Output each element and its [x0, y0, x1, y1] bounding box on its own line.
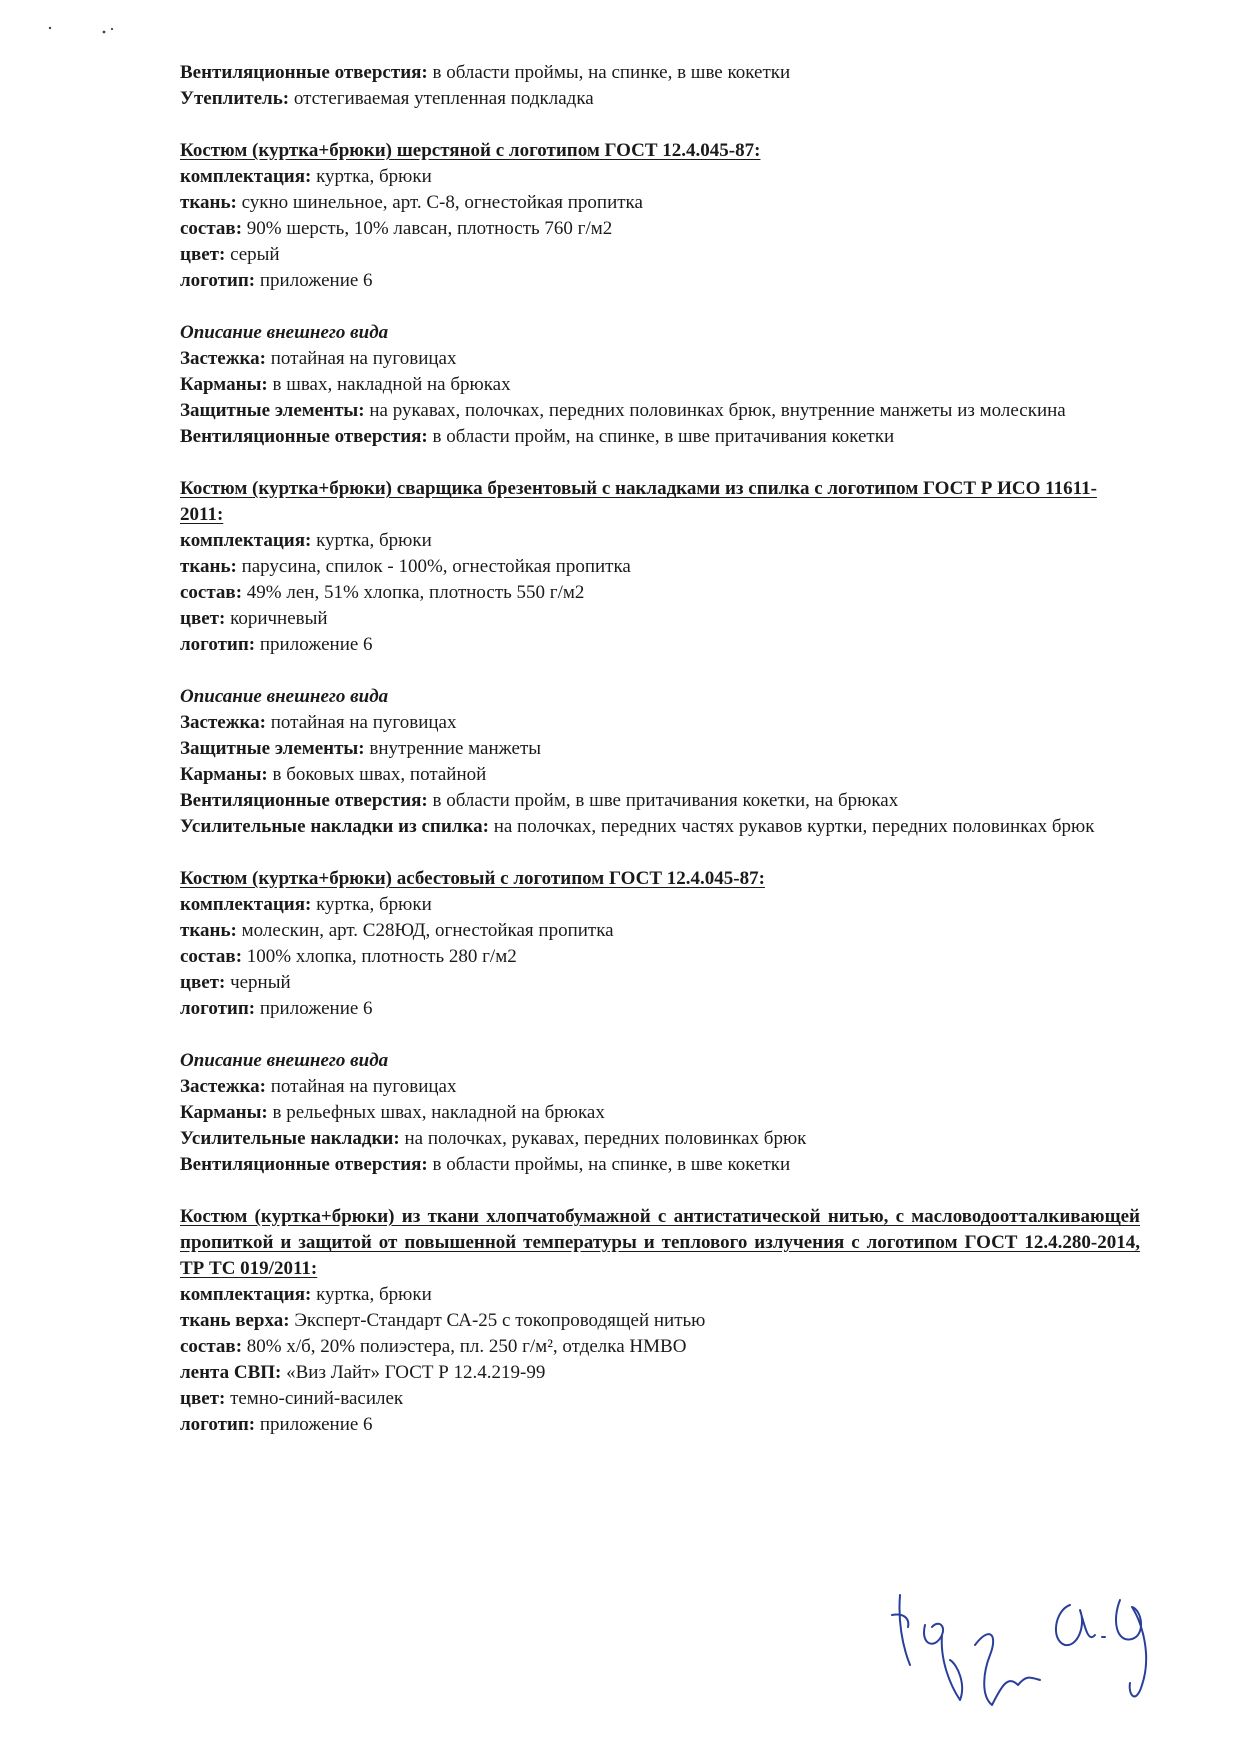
- spec-label: цвет:: [180, 972, 226, 993]
- spec-label: логотип:: [180, 270, 256, 291]
- handwritten-signatures: [880, 1565, 1210, 1715]
- spec-line: [180, 944, 1140, 970]
- spec-label: состав:: [180, 946, 243, 967]
- spec-label: логотип:: [180, 998, 256, 1019]
- document-page: [180, 60, 1140, 1438]
- description-title: Описание внешнего вида: [180, 1050, 389, 1071]
- spec-line: [180, 554, 1140, 580]
- spec-line: [180, 190, 1140, 216]
- spec-value: серый: [225, 244, 280, 265]
- spec-value: приложение 6: [255, 634, 373, 655]
- desc-label: Вентиляционные отверстия:: [180, 1154, 428, 1175]
- desc-value: на полочках, передних частях рукавов куртки, передних половинках брюк: [488, 816, 1095, 837]
- desc-line: [180, 814, 1140, 840]
- spec-line: [180, 216, 1140, 242]
- spec-label: Утеплитель:: [180, 88, 290, 109]
- spec-value: «Виз Лайт» ГОСТ Р 12.4.219-99: [281, 1362, 546, 1383]
- description-title: Описание внешнего вида: [180, 686, 389, 707]
- spec-line: [180, 242, 1140, 268]
- desc-value: на рукавах, полочках, передних половинках брюк, внутренние манжеты из молескина: [364, 400, 1066, 421]
- desc-line: [180, 398, 1140, 424]
- spec-label: комплектация:: [180, 530, 312, 551]
- product-section: [180, 138, 1140, 294]
- desc-value: в боковых швах, потайной: [267, 764, 487, 785]
- product-section: [180, 1204, 1140, 1438]
- desc-line: [180, 1074, 1140, 1100]
- spec-label: логотип:: [180, 634, 256, 655]
- spec-value: парусина, спилок - 100%, огнестойкая пропитка: [236, 556, 631, 577]
- desc-label: Застежка:: [180, 348, 266, 369]
- desc-line: [180, 762, 1140, 788]
- spec-label: лента СВП:: [180, 1362, 282, 1383]
- spec-line: [180, 892, 1140, 918]
- spec-label: комплектация:: [180, 166, 312, 187]
- desc-line: [180, 372, 1140, 398]
- spec-label: комплектация:: [180, 1284, 312, 1305]
- spec-label: логотип:: [180, 1414, 256, 1435]
- spec-label: цвет:: [180, 1388, 226, 1409]
- desc-value: потайная на пуговицах: [266, 1076, 457, 1097]
- desc-line: [180, 736, 1140, 762]
- desc-label: Застежка:: [180, 1076, 266, 1097]
- product-heading: Костюм (куртка+брюки) сварщика брезентовый с накладками из спилка с логотипом ГОСТ Р ИСО 11611-2011:: [180, 478, 1097, 525]
- spec-value: 90% шерсть, 10% лавсан, плотность 760 г/м2: [242, 218, 613, 239]
- desc-label: Усилительные накладки:: [180, 1128, 400, 1149]
- spec-value: приложение 6: [255, 270, 373, 291]
- spec-value: 100% хлопка, плотность 280 г/м2: [242, 946, 517, 967]
- desc-line: [180, 1152, 1140, 1178]
- desc-label: Карманы:: [180, 374, 268, 395]
- spec-value: куртка, брюки: [311, 530, 432, 551]
- desc-value: потайная на пуговицах: [266, 348, 457, 369]
- spec-value: сукно шинельное, арт. С-8, огнестойкая пропитка: [236, 192, 643, 213]
- spec-line: [180, 1308, 1140, 1334]
- desc-line: [180, 424, 1140, 450]
- product-section: [180, 476, 1140, 658]
- description-title: Описание внешнего вида: [180, 322, 389, 343]
- spec-label: состав:: [180, 218, 243, 239]
- spec-value: куртка, брюки: [311, 894, 432, 915]
- desc-line: [180, 710, 1140, 736]
- spec-label: состав:: [180, 1336, 243, 1357]
- spec-label: комплектация:: [180, 894, 312, 915]
- spec-value: куртка, брюки: [311, 1284, 432, 1305]
- spec-line: [180, 528, 1140, 554]
- desc-value: в швах, накладной на брюках: [267, 374, 511, 395]
- spec-label: ткань:: [180, 920, 237, 941]
- spec-line: [180, 1386, 1140, 1412]
- description-section: [180, 1048, 1140, 1178]
- desc-label: Карманы:: [180, 1102, 268, 1123]
- desc-label: Защитные элементы:: [180, 738, 365, 759]
- spec-line: [180, 1282, 1140, 1308]
- description-section: [180, 320, 1140, 450]
- desc-label: Усилительные накладки из спилка:: [180, 816, 489, 837]
- spec-label: ткань верха:: [180, 1310, 290, 1331]
- desc-value: внутренние манжеты: [364, 738, 542, 759]
- spec-line: [180, 580, 1140, 606]
- product-heading: Костюм (куртка+брюки) из ткани хлопчатобумажной с антистатической нитью, с масловодоотталкивающей пропиткой и защитой от повышенной температуры и теплового излучения с логотипом ГОСТ 12.4.280-2014, ТР ТС 019/2011:: [180, 1206, 1140, 1279]
- scan-marks: [42, 20, 132, 40]
- description-section: [180, 684, 1140, 840]
- desc-label: Карманы:: [180, 764, 268, 785]
- spec-value: черный: [225, 972, 291, 993]
- desc-label: Вентиляционные отверстия:: [180, 790, 428, 811]
- desc-value: в области пройм, в шве притачивания кокетки, на брюках: [427, 790, 899, 811]
- spec-value: молескин, арт. С28ЮД, огнестойкая пропитка: [236, 920, 614, 941]
- spec-value: отстегиваемая утепленная подкладка: [289, 88, 594, 109]
- spec-line: [180, 268, 1140, 294]
- spec-value: приложение 6: [255, 1414, 373, 1435]
- spec-value: Эксперт-Стандарт СА-25 с токопроводящей нитью: [289, 1310, 706, 1331]
- desc-value: в рельефных швах, накладной на брюках: [267, 1102, 605, 1123]
- spec-label: ткань:: [180, 556, 237, 577]
- spec-line: [180, 996, 1140, 1022]
- desc-value: на полочках, рукавах, передних половинках брюк: [399, 1128, 807, 1149]
- desc-label: Застежка:: [180, 712, 266, 733]
- product-heading: Костюм (куртка+брюки) шерстяной с логотипом ГОСТ 12.4.045-87:: [180, 140, 761, 161]
- desc-label: Вентиляционные отверстия:: [180, 426, 428, 447]
- spec-line: [180, 164, 1140, 190]
- product-section: [180, 866, 1140, 1022]
- spec-line: [180, 60, 1140, 86]
- desc-value: в области пройм, на спинке, в шве притачивания кокетки: [427, 426, 895, 447]
- spec-line: [180, 1412, 1140, 1438]
- spec-value: темно-синий-василек: [225, 1388, 404, 1409]
- spec-line: [180, 970, 1140, 996]
- spec-line: [180, 632, 1140, 658]
- spec-line: [180, 86, 1140, 112]
- spec-label: ткань:: [180, 192, 237, 213]
- spec-label: цвет:: [180, 244, 226, 265]
- spec-value: приложение 6: [255, 998, 373, 1019]
- spec-line: [180, 918, 1140, 944]
- spec-label: состав:: [180, 582, 243, 603]
- spec-value: 80% х/б, 20% полиэстера, пл. 250 г/м², отделка НМВО: [242, 1336, 687, 1357]
- spec-value: куртка, брюки: [311, 166, 432, 187]
- spec-value: коричневый: [225, 608, 328, 629]
- desc-line: [180, 1126, 1140, 1152]
- spec-line: [180, 606, 1140, 632]
- desc-line: [180, 346, 1140, 372]
- product-heading: Костюм (куртка+брюки) асбестовый с логотипом ГОСТ 12.4.045-87:: [180, 868, 765, 889]
- spec-line: [180, 1360, 1140, 1386]
- spec-label: Вентиляционные отверстия:: [180, 62, 428, 83]
- desc-line: [180, 788, 1140, 814]
- spec-line: [180, 1334, 1140, 1360]
- desc-line: [180, 1100, 1140, 1126]
- desc-label: Защитные элементы:: [180, 400, 365, 421]
- desc-value: в области проймы, на спинке, в шве кокетки: [427, 1154, 791, 1175]
- spec-value: в области проймы, на спинке, в шве кокетки: [427, 62, 791, 83]
- desc-value: потайная на пуговицах: [266, 712, 457, 733]
- spec-value: 49% лен, 51% хлопка, плотность 550 г/м2: [242, 582, 585, 603]
- spec-label: цвет:: [180, 608, 226, 629]
